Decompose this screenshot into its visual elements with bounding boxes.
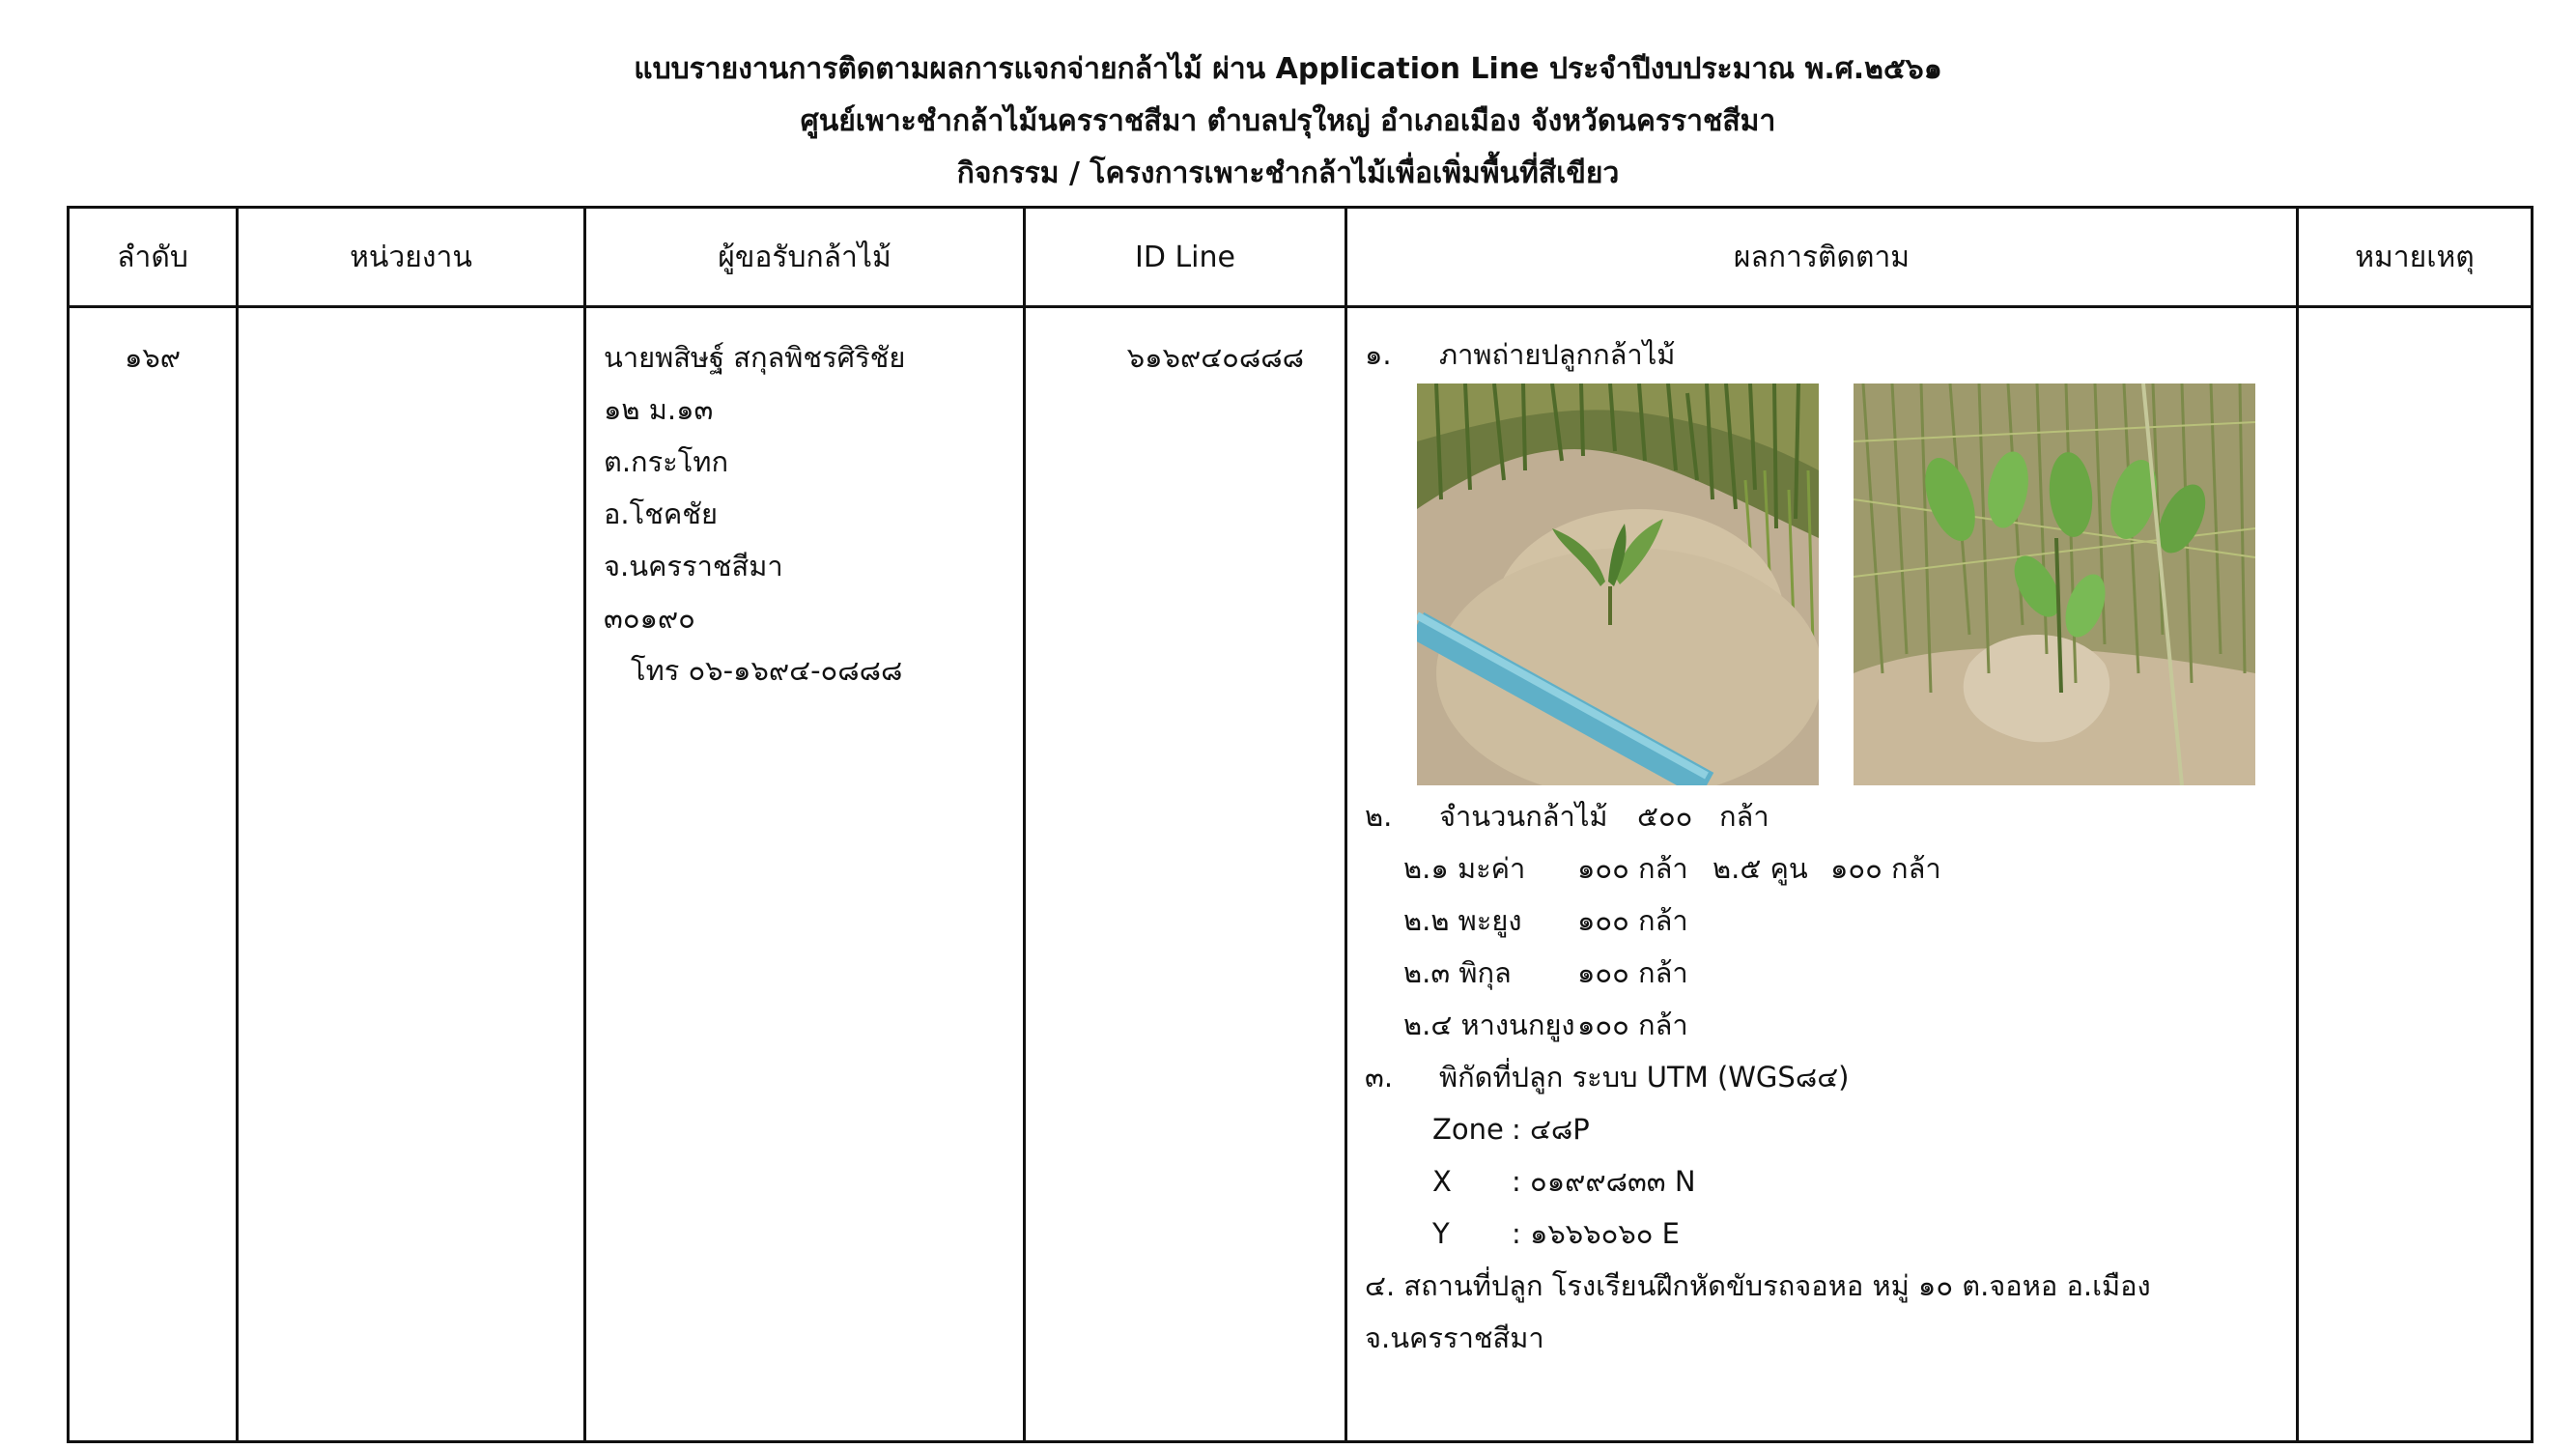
planting-photo-2: [1854, 384, 2255, 785]
table-row: [69, 307, 2533, 1442]
table-header-row: [69, 208, 2533, 307]
row-number: ๑๖๙: [69, 307, 238, 1442]
item2-number: ๒.: [1365, 800, 1393, 833]
item1-number: ๑.: [1365, 338, 1392, 371]
item2-label: จำนวนกล้าไม้: [1439, 800, 1608, 833]
species-label: ๒.๓ พิกุล: [1403, 956, 1512, 989]
report-subtitle-project: กิจกรรม / โครงการเพาะชำกล้าไม้เพื่อเพิ่มพื้นที่สีเขียว: [956, 156, 1620, 190]
col-header-agency: หน่วยงาน: [238, 208, 585, 307]
zone-value: : ๔๘P: [1512, 1113, 1590, 1146]
species-qty: ๑๐๐ กล้า: [1577, 852, 1688, 885]
report-title: แบบรายงานการติดตามผลการแจกจ่ายกล้าไม้ ผ่าน Application Line ประจำปีงบประมาณ พ.ศ.๒๕๖๑: [634, 52, 1942, 86]
report-subtitle-office: ศูนย์เพาะชำกล้าไม้นครราชสีมา ตำบลปรุใหญ่ อำเภอเมือง จังหวัดนครราชสีมา: [800, 104, 1776, 138]
item2-unit: กล้า: [1719, 800, 1769, 833]
species-label: ๒.๑ มะค่า: [1403, 852, 1526, 885]
species-label: ๒.๒ พะยูง: [1403, 904, 1522, 937]
item2-total: ๕๐๐: [1637, 800, 1693, 833]
col-header-requester: ผู้ขอรับกล้าไม้: [585, 208, 1025, 307]
col-header-no: ลำดับ: [69, 208, 238, 307]
item1-label: ภาพถ่ายปลูกกล้าไม้: [1439, 338, 1676, 371]
item4-province: จ.นครราชสีมา: [1365, 1321, 1544, 1354]
item3-label: พิกัดที่ปลูก ระบบ UTM (WGS๘๔): [1439, 1061, 1850, 1094]
species-qty: ๑๐๐ กล้า: [1577, 1009, 1688, 1041]
requester-address: ๑๒ ม.๑๓: [604, 393, 714, 426]
requester-phone: โทร ๐๖-๑๖๙๔-๐๘๘๘: [631, 654, 903, 687]
row-remark: [2298, 307, 2533, 1442]
species-label: ๒.๔ หางนกยูง: [1403, 1009, 1575, 1041]
requester-subdistrict: ต.กระโทก: [604, 445, 729, 478]
result-cell: [1346, 307, 2298, 1442]
requester-postcode: ๓๐๑๙๐: [604, 602, 695, 635]
report-table: [67, 206, 2534, 1443]
species-qty: ๑๐๐ กล้า: [1577, 904, 1688, 937]
row-id-line: ๖๑๖๙๔๐๘๘๘: [1025, 307, 1346, 1442]
species-qty: ๑๐๐ กล้า: [1577, 956, 1688, 989]
x-value: : ๐๑๙๙๘๓๓ N: [1512, 1165, 1696, 1198]
planting-photo-1: [1417, 384, 1819, 785]
item4-location: ๔. สถานที่ปลูก โรงเรียนฝึกหัดขับรถจอหอ หมู่ ๑๐ ต.จอหอ อ.เมือง: [1365, 1269, 2151, 1302]
col-header-id-line: ID Line: [1025, 208, 1346, 307]
species-label: ๒.๕ คูน: [1713, 852, 1808, 885]
col-header-remark: หมายเหตุ: [2298, 208, 2533, 307]
item3-number: ๓.: [1365, 1061, 1394, 1094]
col-header-result: ผลการติดตาม: [1346, 208, 2298, 307]
zone-label: Zone: [1432, 1113, 1504, 1146]
requester-province: จ.นครราชสีมา: [604, 550, 783, 582]
x-label: X: [1432, 1165, 1452, 1198]
requester-name: นายพสิษฐ์ สกุลพิชรศิริชัย: [604, 341, 906, 374]
requester-district: อ.โชคชัย: [604, 497, 718, 530]
row-agency: [238, 307, 585, 1442]
y-label: Y: [1432, 1217, 1450, 1250]
y-value: : ๑๖๖๖๐๖๐ E: [1512, 1217, 1680, 1250]
requester-cell: [585, 307, 1025, 1442]
species-qty: ๑๐๐ กล้า: [1830, 852, 1941, 885]
